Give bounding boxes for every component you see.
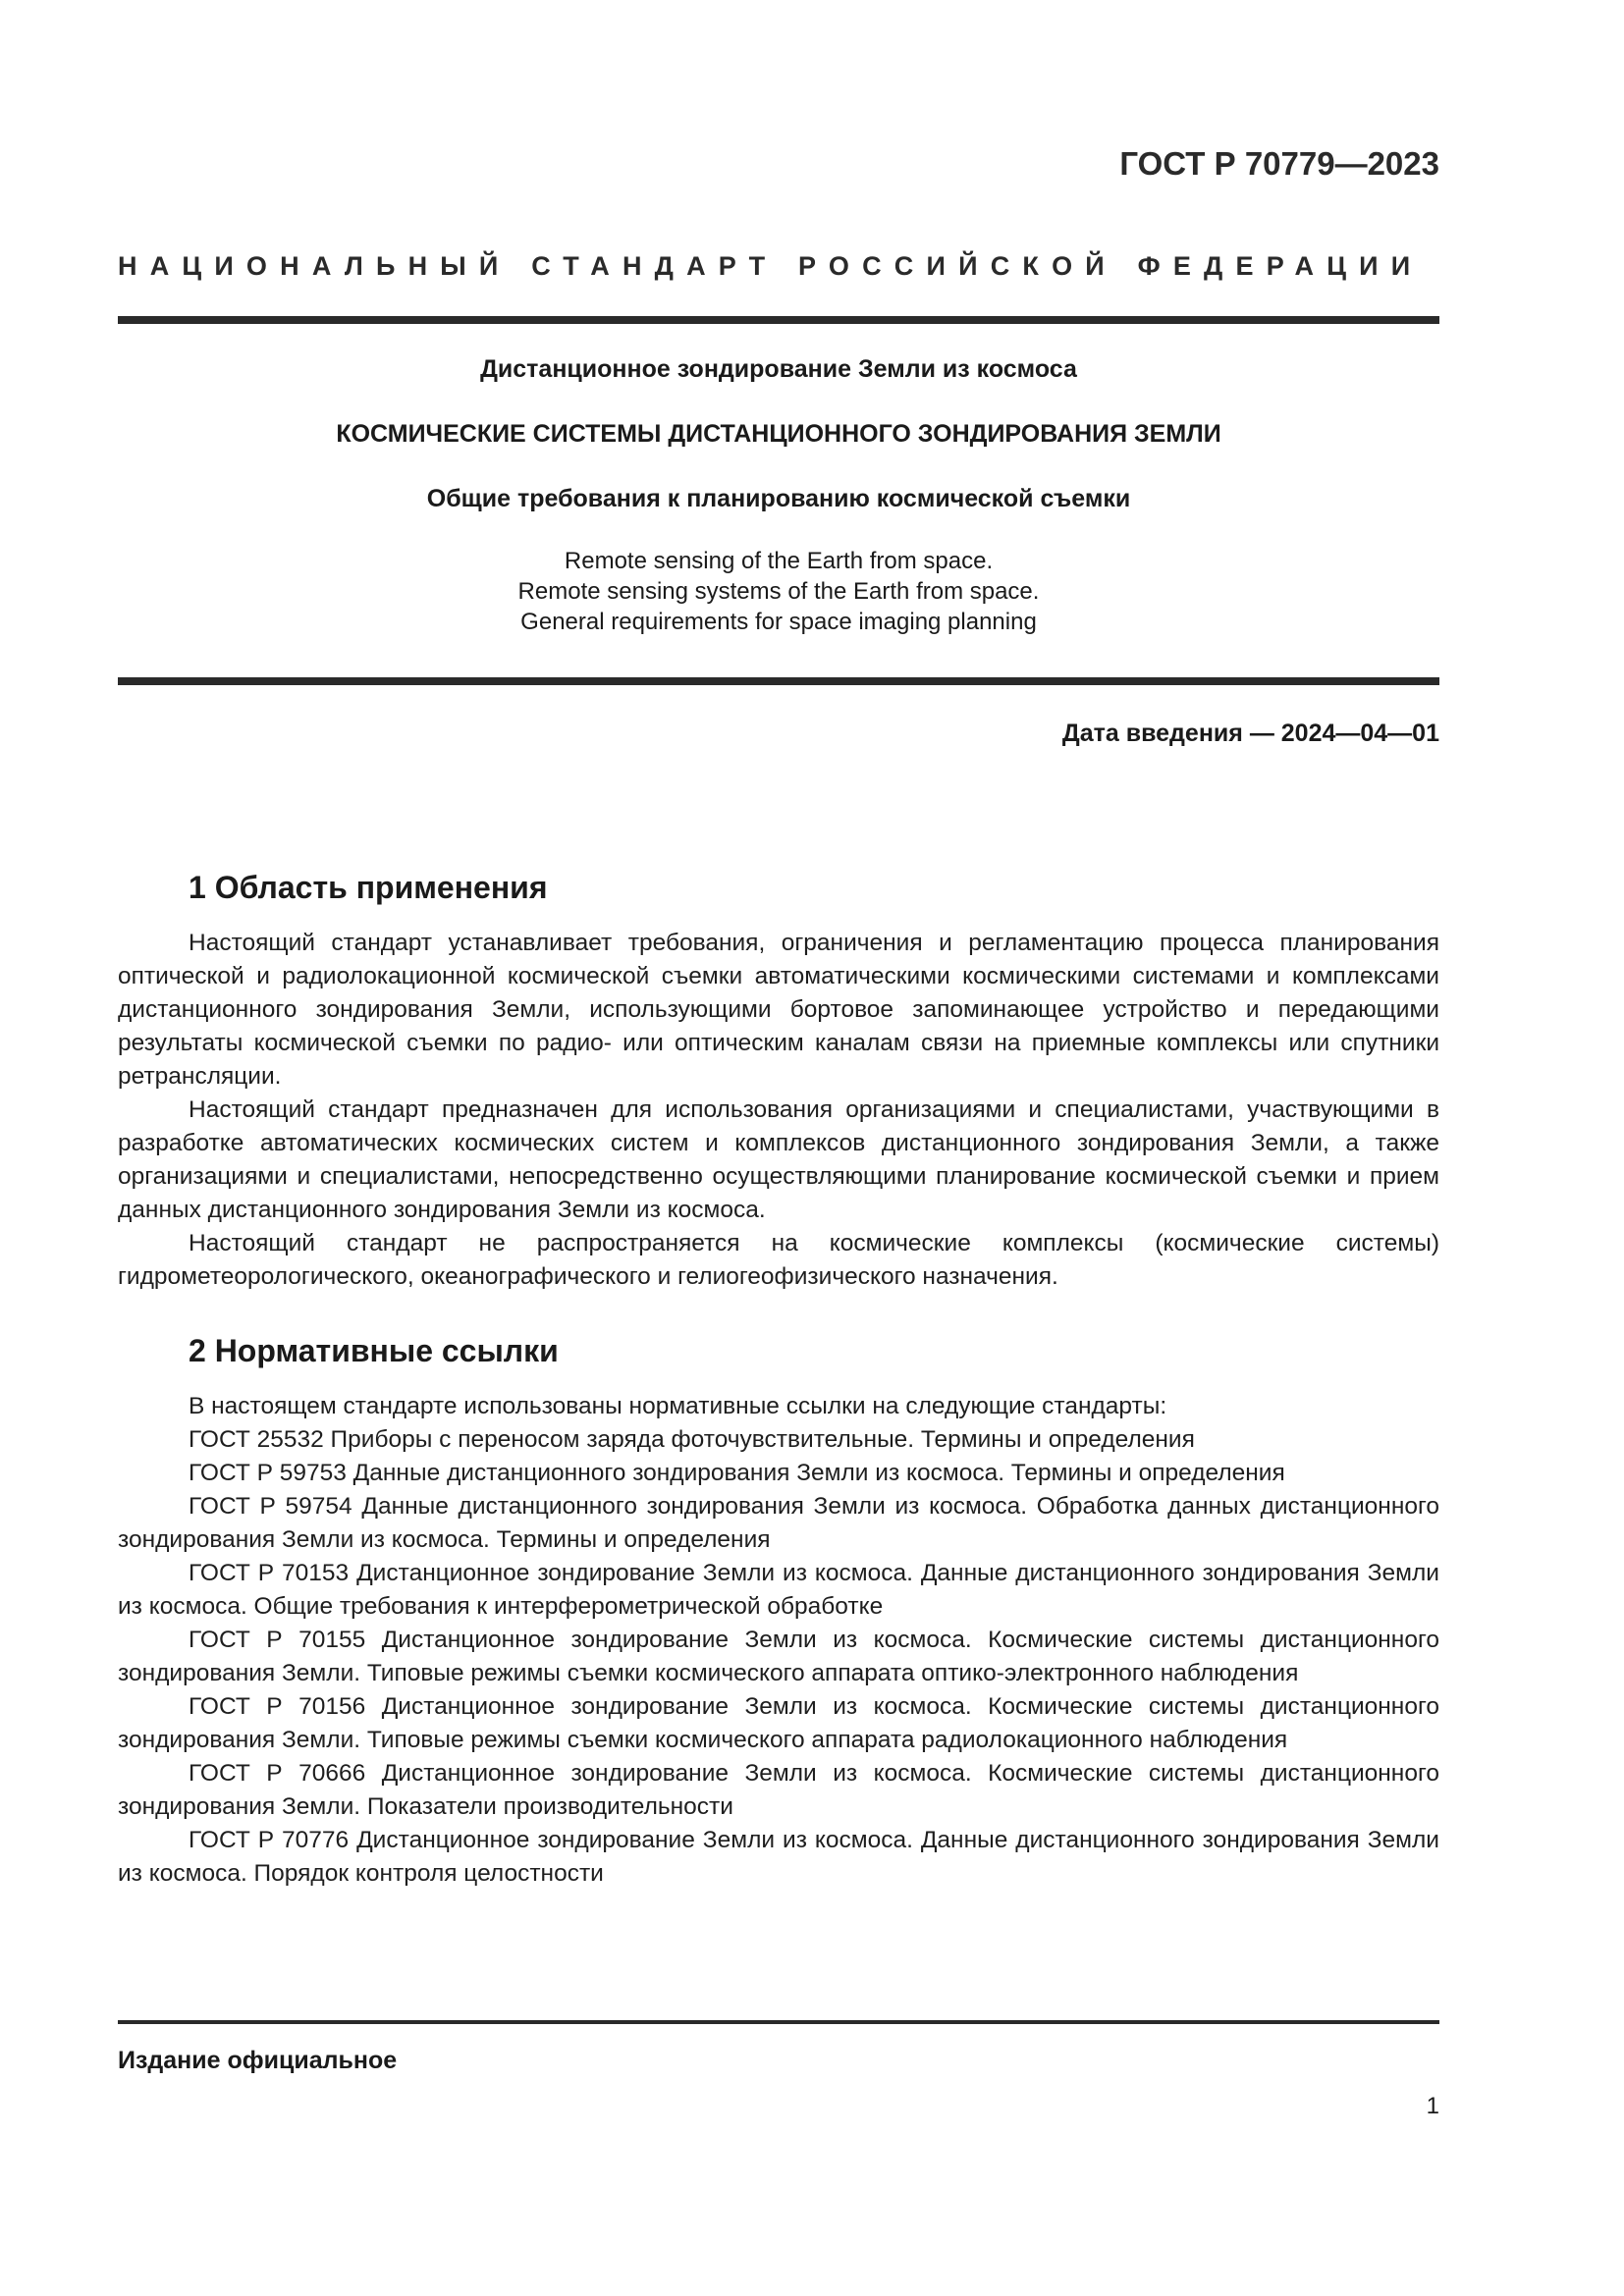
- top-rule: [118, 316, 1439, 324]
- national-standard-label: НАЦИОНАЛЬНЫЙ СТАНДАРТ РОССИЙСКОЙ ФЕДЕРАЦИИ: [118, 251, 1424, 281]
- reference-item: ГОСТ Р 59754 Данные дистанционного зондирования Земли из космоса. Обработка данных дистанционного зондирования Земли из космоса. Термины и определения: [118, 1493, 1439, 1553]
- english-title-line: General requirements for space imaging planning: [520, 609, 1037, 635]
- paragraph: Настоящий стандарт не распространяется на космические комплексы (космические системы) гидрометеорологического, океанографического и гелиогеофизического назначения.: [118, 1230, 1439, 1290]
- reference-item: ГОСТ Р 70155 Дистанционное зондирование Земли из космоса. Космические системы дистанционного зондирования Земли. Типовые режимы съемки космического аппарата оптико-электронного наблюдения: [118, 1627, 1439, 1686]
- title-line-2: КОСМИЧЕСКИЕ СИСТЕМЫ ДИСТАНЦИОННОГО ЗОНДИРОВАНИЯ ЗЕМЛИ: [336, 420, 1221, 448]
- document-page: [118, 0, 1439, 2296]
- english-title: [118, 546, 1439, 637]
- official-edition-label: Издание официальное: [118, 2047, 398, 2074]
- footer-rule: [118, 2020, 1439, 2024]
- section-2-heading: 2 Нормативные ссылки: [189, 1333, 559, 1368]
- reference-item: ГОСТ Р 70156 Дистанционное зондирование Земли из космоса. Космические системы дистанционного зондирования Земли. Типовые режимы съемки космического аппарата радиолокационного наблюдения: [118, 1693, 1439, 1753]
- english-title-line: Remote sensing systems of the Earth from space.: [517, 578, 1040, 605]
- section-2-body: [118, 1390, 1439, 1891]
- title-line-1: Дистанционное зондирование Земли из космоса: [480, 355, 1077, 383]
- reference-item: ГОСТ Р 70153 Дистанционное зондирование Земли из космоса. Данные дистанционного зондирования Земли из космоса. Общие требования к интерферометрической обработке: [118, 1560, 1439, 1620]
- reference-item: ГОСТ Р 59753 Данные дистанционного зондирования Земли из космоса. Термины и определения: [189, 1460, 1285, 1486]
- introduction-date: Дата введения — 2024—04—01: [1061, 720, 1439, 747]
- standard-code: ГОСТ Р 70779—2023: [1119, 145, 1439, 182]
- reference-item: ГОСТ 25532 Приборы с переносом заряда фоточувствительные. Термины и определения: [189, 1426, 1195, 1453]
- section-1-body: [118, 927, 1439, 1294]
- page-number: 1: [1426, 2093, 1439, 2119]
- title-bottom-rule: [118, 677, 1439, 685]
- reference-item: ГОСТ Р 70666 Дистанционное зондирование Земли из космоса. Космические системы дистанционного зондирования Земли. Показатели производительности: [118, 1760, 1439, 1820]
- title-line-3: Общие требования к планированию космической съемки: [426, 485, 1131, 512]
- paragraph: Настоящий стандарт устанавливает требования, ограничения и регламентацию процесса планирования оптической и радиолокационной космической съемки автоматическими космическими системами и комплексами дистанционного зондирования Земли, использующими бортовое запоминающее устройство и передающими результаты космической съемки по радио- или оптическим каналам связи на приемные комплексы или спутники ретрансляции.: [118, 930, 1439, 1090]
- english-title-line: Remote sensing of the Earth from space.: [564, 548, 994, 574]
- reference-item: ГОСТ Р 70776 Дистанционное зондирование Земли из космоса. Данные дистанционного зондирования Земли из космоса. Порядок контроля целостности: [118, 1827, 1439, 1887]
- paragraph: Настоящий стандарт предназначен для использования организациями и специалистами, участвующими в разработке автоматических космических систем и комплексов дистанционного зондирования Земли, а также организациями и специалистами, непосредственно осуществляющими планирование космической съемки и прием данных дистанционного зондирования Земли из космоса.: [118, 1096, 1439, 1223]
- section-1-heading: 1 Область применения: [189, 870, 548, 905]
- paragraph: В настоящем стандарте использованы нормативные ссылки на следующие стандарты:: [189, 1393, 1167, 1419]
